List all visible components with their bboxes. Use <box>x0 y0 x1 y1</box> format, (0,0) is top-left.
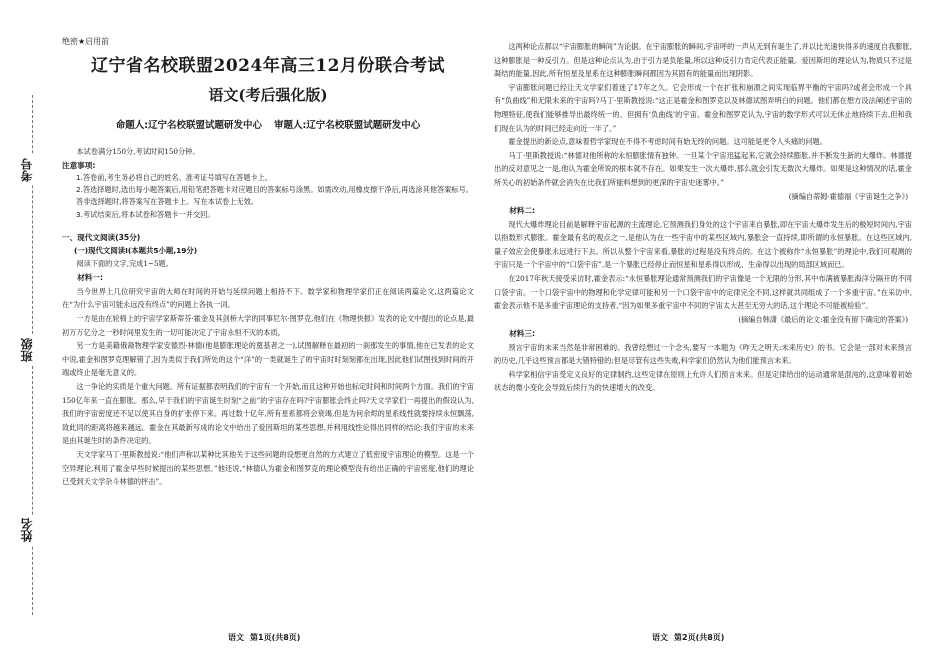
footer-subject: 语文 <box>652 633 668 642</box>
material-label: 材料三: <box>509 328 536 338</box>
source-citation: (摘编自韩潇《最后的论文:霍金没有留下确定的答案》) <box>738 314 908 324</box>
class-field: 班级 <box>18 335 38 365</box>
page-footer-right <box>652 632 724 643</box>
paragraph: 天文学家马丁·里斯教授说:“他们声称以某种比其他关于这些问题的设想更自然的方式建立了低密度宇宙理论的模型。这是一个空异理论,利用了霍金早些时候提出的某些思想。”他还说,“林德认为霍金和图罗克的理论模型没有给出正确的宇宙密度,他们的理论已受到天文学杂斗林德的抨击”。 <box>62 449 474 487</box>
page-footer-left <box>228 632 300 643</box>
paragraph: 科学家相信宇宙受定义良好的定律制约,这些定律在原则上允许人们预言未来。但是定律给出的运动通常是混沌的,这意味着初始状态的微小变化会导致后续行为的快速增大的改变。 <box>494 369 912 393</box>
exam-title: 辽宁省名校联盟2024年高三12月份联合考试 <box>91 56 445 76</box>
footer-page: 第1页(共8页) <box>250 633 301 642</box>
paragraph: 一方是由在轮椅上的宇宙学家斯蒂芬·霍金及其剑桥大学的同事尼尔·图罗克,他们在《物理快报》发表的论文中提出的论点是,最初万万亿分之一秒时间里发生的一切可能决定了宇宙永恒不灭的本质。 <box>62 314 474 337</box>
notes-heading: 注意事项: <box>62 160 96 170</box>
name-field: 姓名 <box>18 515 38 545</box>
paragraph: 宇宙膨胀问题已经让天文学家们着迷了17年之久。它会形成一个在扩张和崩溃之间实现临界平衡的宇宙吗?或者会形成一个具有“负曲线”和无限未来的宇宙吗?马丁·里斯教授说:“这正是霍金和图罗克以及林德试图弄明白的问题。他们都在想方设法阐述宇宙的物理特征,使我们能够推导出最终统一的、但拥有‘负曲线’的宇宙。霍金和图罗克认为,宇宙的数学形式可以无休止地持续下去,但和我们现在认为的时间已经走向近一半了。” <box>494 82 912 133</box>
paragraph: 当今世界上几位研究宇宙的大师在时间的开始与延续问题上相持不下。数学家和物理学家们正在阅读两篇论文,这两篇论文在“为什么宇宙可能永远没有终点”的问题上各执一词。 <box>62 286 474 310</box>
exam-subtitle: 语文(考后强化版) <box>208 86 328 104</box>
authors-line <box>62 117 474 131</box>
paragraph: 这两种论点都以“宇宙膨胀的瞬间”为论据。在宇宙膨胀的瞬间,宇宙呼的一声从无到有诞生了,并以比光速快得多的速度自我膨胀,这种膨胀是一种反引力。但是这种论点认为,由于引力是负能量,所以这种反引力肯定代表正能量。爱因斯坦的理论认为,物质只不过是凝结的能量,因此,所有恒星及星系在这种膨胀瞬间都因为其固有的能量而出现阴影。 <box>494 42 912 79</box>
subsection-title: (一)现代文阅读Ⅰ(本题共5小题,19分) <box>74 246 198 256</box>
note-item: 1.答卷前,考生务必将自己的姓名、准考证号填写在答题卡上。 <box>76 172 273 182</box>
binding-margin <box>0 0 55 655</box>
left-column <box>62 36 474 489</box>
paragraph: 在2017年秋天接受采访时,霍金表示:“永恒暴胀理论通常预测我们的宇宙像是一个无限的分形,其中布满被暴胀海洋分隔开的不同口袋宇宙。一个口袋宇宙中的物理和化学定律可能和另一个口袋宇宙中的定律完全不同,这样就共同组成了一个多重宇宙。”在采访中,霍金表示他不是多重宇宙理论的支持者,“因为如果多重宇宙中不同的宇宙太大甚至无穷大的话,这个理论不可能被检验”。 <box>494 273 912 311</box>
secret-mark: 绝密★启用前 <box>62 37 110 46</box>
instruction: 阅读下面的文字,完成1~5题。 <box>76 259 173 269</box>
material-label: 材料二: <box>509 205 536 215</box>
note-item: 3.考试结束后,将本试卷和答题卡一并交回。 <box>76 209 215 219</box>
paragraph: 另一方是美籍俄裔物理学家安德烈·林德(他是膨胀理论的奠基者之一),试图解释在最初的一刹那发生的事情,他在已发表的论文中说,霍金和图罗克理解错了,因为类似于我们所处的这个“洋”的一类就诞生了的宇宙时时刻刻都在出现,因此他们试图找到时间的开端或终止是毫无意义的。 <box>62 341 474 378</box>
footer-page: 第2页(共8页) <box>674 633 725 642</box>
author-setter: 命题人:辽宁名校联盟试题研发中心 <box>115 120 262 131</box>
paragraph: 现代大爆炸理论目前是解释宇宙起源的主流理论,它预测我们身处的这个宇宙来自暴胀,即在宇宙大爆炸发生后的极短时间内,宇宙以指数形式膨胀。霍金最有名的观点之一,是他认为在一些宇宙中的某些区域内,暴胀会一直持续,即所谓的永恒暴胀。在这些区域内,量子效应会使暴胀永远进行下去。所以从整个宇宙来看,暴胀的过程是没有终点的。在这个被称作“永恒暴胀”的理论中,我们可观测的宇宙只是一个宇宙中的“口袋宇宙”,是一个暴胀已经停止而恒星和星系得以形成、生命得以出现的局部区域而已。 <box>494 219 912 270</box>
right-column <box>494 40 912 395</box>
source-citation: (摘编自蒂姆·霍德福《宇宙诞生之争》) <box>788 191 908 201</box>
paragraph: 预言宇宙的未来当然是非常困难的。我曾经想过一个念头,要写一本题为《昨天之明天:未来历史》的书。它会是一部对未来预言的历史,几乎这些预言都是大错特错的;但是尽管有这些失败,科学家们仍然认为他们能预言未来。 <box>494 342 912 366</box>
author-reviewer: 审题人:辽宁名校联盟试题研发中心 <box>274 120 421 131</box>
material-label: 材料一: <box>77 272 104 282</box>
note-item: 2.答选择题时,选出每小题答案后,用铅笔把答题卡对应题目的答案标号涂黑。如需改动,用橡皮擦干净后,再选涂其他答案标号。答非选择题时,将答案写在答题卡上。写在本试卷上无效。 <box>76 185 473 207</box>
exam-no-field: 考号 <box>18 155 38 185</box>
paragraph: 霍金提出的新论点,意味着哲学家现在不得不考虑时间有始无终的问题。这可能是更令人头痛的问题。 <box>508 137 827 147</box>
section-title: 一、现代文阅读(35分) <box>62 233 141 243</box>
footer-subject: 语文 <box>228 633 244 642</box>
score-info: 本试卷满分150分,考试时间150分钟。 <box>76 147 200 156</box>
paragraph: 这一争论的实质是个重大问题。所有证据都表明我们的宇宙有一个开始,而且这种开始也标定时间和时间两个方面。我们的宇宙150亿年来一直在膨胀。那么,早于我们的宇宙诞生时刻“之前”的宇宙存在吗?宇宙膨胀会终止吗?天文学家们一再提出的假设认为,我们的宇宙密度还不足以使其自身的扩张停下来。再过数十亿年,所有星系都将会衰竭,但是为何余烬的星系线性就要持续永恒飘荡,致此同的距离将越来越远。霍金在其最新写成的论文中给出了爱因斯坦的某些思想,并利用线性论得出同样的结论:我们宇宙的未来是由其诞生时的条件决定的。 <box>62 381 474 446</box>
paragraph: 马丁·里斯教授说:“林德对他所称的永恒膨胀情有独钟。一旦某个宇宙迅猛起来,它就会持续膨胀,并不断发生新的大爆炸。林德提出的反对意见之一是,他认为霍金所说的根本就不存在。如果发生一次大爆炸,那么就会引发无数次大爆炸。如果是这种情况的话,霍金所关心的初始条件就会消失在比我们所能料想到的更深的宇宙史迷雾中。” <box>494 150 912 187</box>
